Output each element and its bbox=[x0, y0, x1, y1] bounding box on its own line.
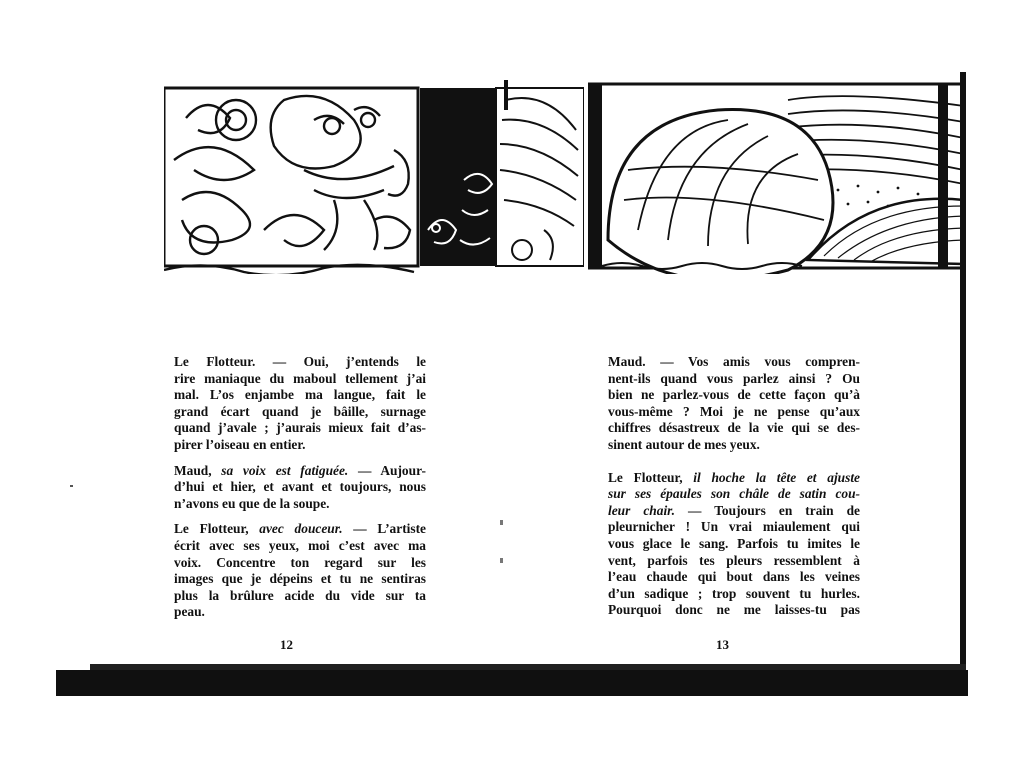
gutter-speck bbox=[500, 520, 503, 525]
woodcut-illustration-right bbox=[588, 80, 964, 274]
stage-direction: avec douceur. bbox=[259, 521, 343, 537]
paragraph bbox=[174, 354, 426, 454]
gutter-speck bbox=[500, 558, 503, 563]
page-edge-shadow bbox=[960, 72, 966, 672]
text-line bbox=[608, 470, 860, 487]
speaker-name: Maud, bbox=[174, 462, 222, 478]
paragraph bbox=[174, 521, 426, 621]
page-number-left: 12 bbox=[280, 637, 293, 652]
text-line: Maud. — Vos amis vous compren- bbox=[608, 354, 860, 369]
text-line: quand j’avale ; j’aurais mieux fait d’as- bbox=[174, 420, 426, 436]
text-line: chiffres désastreux de la vie qui se des- bbox=[608, 420, 860, 436]
page-number-right: 13 bbox=[716, 637, 729, 652]
text-line bbox=[608, 503, 860, 520]
text-line: bien ne parlez-vous de cette façon qu’à bbox=[608, 387, 860, 403]
dialogue-text: — Toujours en train de bbox=[675, 502, 860, 518]
dialogue-text: — L’artiste bbox=[342, 521, 426, 537]
text-line: n’avons eu que de la soupe. bbox=[174, 495, 330, 511]
speaker-name: Le Flotteur, bbox=[174, 521, 260, 537]
text-line: d’hui et hier, et avant et toujours, nous bbox=[174, 479, 426, 495]
text-line: voix. Concentre ton regard sur les bbox=[174, 554, 426, 570]
text-line: sinent autour de mes yeux. bbox=[608, 436, 760, 452]
text-line: pleurnicher ! Un vrai miaulement qui bbox=[608, 519, 860, 535]
text-line: l’eau chaude qui bout dans les veines bbox=[608, 569, 860, 585]
text-line: plus la brûlure acide du vide sur ta bbox=[174, 587, 426, 603]
text-line: Pourquoi donc ne me laisses-tu pas bbox=[608, 602, 860, 618]
text-line: nent-ils quand vous parlez ainsi ? Ou bbox=[608, 370, 860, 386]
stage-direction: sa voix est fatiguée. bbox=[221, 462, 349, 478]
stage-direction: il hoche la tête et ajuste bbox=[693, 469, 860, 485]
text-line: grand écart quand je bâille, surnage bbox=[174, 403, 426, 419]
stage-direction: leur chair. bbox=[608, 502, 675, 518]
text-line: vent, parfois tes pleurs ressemblent à bbox=[608, 552, 860, 568]
text-line: rire maniaque du maboul tellement j’ai bbox=[174, 370, 426, 386]
text-line: vous-même ? Moi je ne pense qu’aux bbox=[608, 403, 860, 419]
text-line: vous glace le sang. Parfois tu imites le bbox=[608, 535, 860, 551]
woodcut-illustration-left bbox=[164, 80, 584, 274]
right-page-text bbox=[608, 354, 860, 619]
speaker-name: Le Flotteur, bbox=[608, 469, 694, 485]
text-line: images que je dépeins et tu ne sentiras bbox=[174, 571, 426, 587]
text-line: d’un sadique ; trop souvent tu hurles. bbox=[608, 585, 860, 601]
text-line bbox=[174, 521, 426, 538]
text-line: mal. L’os enjambe ma langue, fait le bbox=[174, 387, 426, 403]
stage-direction-line: sur ses épaules son châle de satin cou- bbox=[608, 486, 860, 502]
text-line bbox=[174, 463, 426, 480]
text-line: Le Flotteur. — Oui, j’entends le bbox=[174, 354, 426, 369]
paragraph bbox=[174, 463, 426, 513]
scan-speck bbox=[70, 485, 73, 487]
left-page-text bbox=[174, 354, 426, 621]
text-line: écrit avec ses yeux, moi c’est avec ma bbox=[174, 537, 426, 553]
text-line: peau. bbox=[174, 604, 205, 620]
text-line: pirer l’oiseau en entier. bbox=[174, 436, 306, 452]
book-bottom-shadow bbox=[56, 670, 968, 696]
paragraph bbox=[608, 354, 860, 454]
dialogue-text: — Aujour- bbox=[348, 462, 426, 478]
paragraph bbox=[608, 470, 860, 619]
